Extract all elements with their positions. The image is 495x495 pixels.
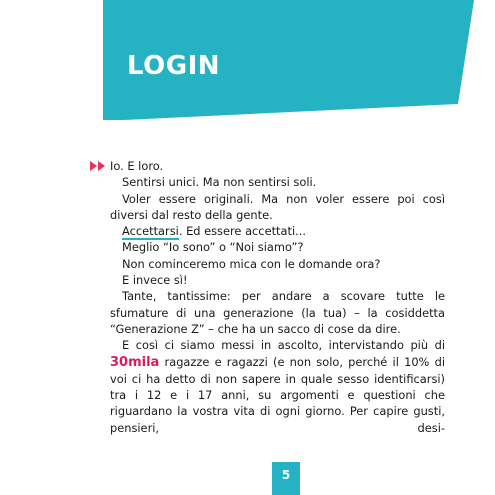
paragraph xyxy=(110,223,445,239)
page-number: 5 xyxy=(281,468,291,482)
paragraph: Io. E loro. xyxy=(110,159,164,173)
paragraph: Sentirsi unici. Ma non sentirsi soli. xyxy=(122,175,317,190)
double-play-arrow-icon xyxy=(90,161,106,171)
paragraph: Tante, tantissime: per andare a scovare tutte le sfumature di una generazione (la tua) – la cosiddetta “Generazione Z” – che ha un sacco di cose da dire. xyxy=(110,289,445,336)
paragraph-text: ragazze e ragazzi (e non solo, perché il 10% di voi ci ha detto di non sapere in quale sesso identificarsi) tra i 12 e i 17 anni, su argomenti e questioni che riguardano la vostra vita di ogni giorno. Per capire gusti, pensieri, desi- xyxy=(110,354,445,435)
paragraph: E invece sì! xyxy=(122,273,188,288)
page-number-tab xyxy=(272,462,300,495)
header-banner xyxy=(0,0,495,120)
body-text xyxy=(110,158,445,436)
underlined-word: Accettarsi xyxy=(122,224,179,239)
chapter-title: LOGIN xyxy=(127,51,221,81)
paragraph: Non cominceremo mica con le domande ora? xyxy=(122,256,381,271)
header-banner-shape xyxy=(0,0,495,120)
paragraph-text: . Ed essere accettati... xyxy=(178,224,306,239)
paragraph: Voler essere originali. Ma non voler essere poi così diversi dal resto della gente. xyxy=(110,191,445,222)
highlighted-number: 30mila xyxy=(110,354,160,370)
paragraph: Meglio “Io sono” o “Noi siamo”? xyxy=(122,240,304,255)
paragraph-text: E così ci siamo messi in ascolto, intervistando più di xyxy=(122,338,445,353)
paragraph xyxy=(110,337,445,436)
